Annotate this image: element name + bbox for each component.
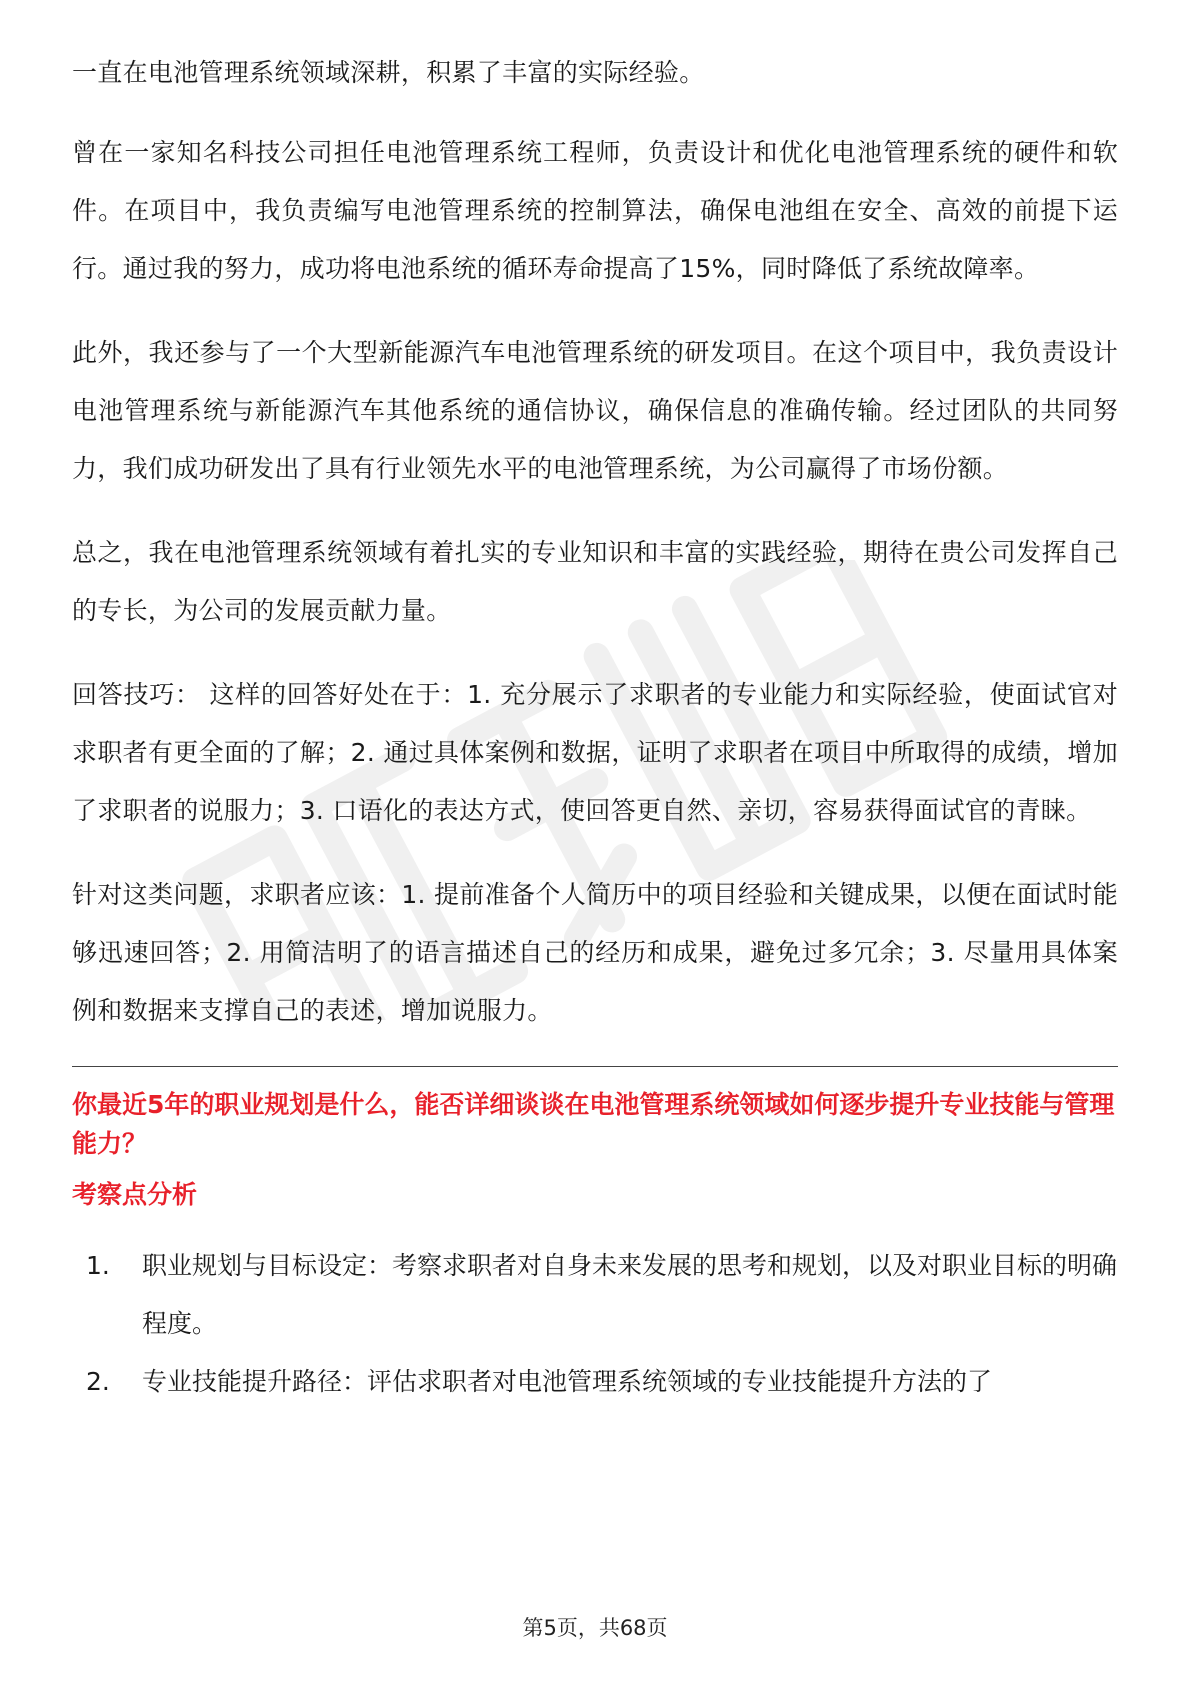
list-item-text: 专业技能提升路径：评估求职者对电池管理系统领域的专业技能提升方法的了: [142, 1367, 993, 1396]
paragraph-project: 此外，我还参与了一个大型新能源汽车电池管理系统的研发项目。在这个项目中，我负责设计电池管理系统与新能源汽车其他系统的通信协议，确保信息的准确传输。经过团队的共同努力，我们成功研发出了具有行业领先水平的电池管理系统，为公司赢得了市场份额。: [72, 338, 1118, 483]
list-item-text: 职业规划与目标设定：考察求职者对自身未来发展的思考和规划，以及对职业目标的明确程度。: [142, 1251, 1118, 1338]
analysis-list: [72, 1237, 1118, 1411]
section-divider: [72, 1066, 1118, 1067]
paragraph-intro: 一直在电池管理系统领域深耕，积累了丰富的实际经验。: [72, 58, 705, 87]
list-item-number: 2.: [86, 1367, 110, 1396]
question-heading: 你最近5年的职业规划是什么，能否详细谈谈在电池管理系统领域如何逐步提升专业技能与管理能力？: [72, 1090, 1115, 1158]
paragraph-summary: 总之，我在电池管理系统领域有着扎实的专业知识和丰富的实践经验，期待在贵公司发挥自己的专长，为公司的发展贡献力量。: [72, 538, 1118, 625]
page-content: [72, 44, 1118, 1411]
list-item-number: 1.: [86, 1251, 110, 1280]
list-item: [72, 1353, 1118, 1411]
paragraph-advice: 针对这类问题，求职者应该：1. 提前准备个人简历中的项目经验和关键成果，以便在面试时能够迅速回答；2. 用简洁明了的语言描述自己的经历和成果，避免过多冗余；3. 尽量用具体案例和数据来支撑自己的表述，增加说服力。: [72, 880, 1118, 1025]
paragraph-answer-tips: 回答技巧： 这样的回答好处在于：1. 充分展示了求职者的专业能力和实际经验，使面试官对求职者有更全面的了解；2. 通过具体案例和数据，证明了求职者在项目中所取得的成绩，增加了求职者的说服力；3. 口语化的表达方式，使回答更自然、亲切，容易获得面试官的青睐。: [72, 680, 1118, 825]
page-footer: 第5页，共68页: [522, 1616, 668, 1640]
analysis-heading: 考察点分析: [72, 1180, 198, 1209]
paragraph-experience: 曾在一家知名科技公司担任电池管理系统工程师，负责设计和优化电池管理系统的硬件和软件。在项目中，我负责编写电池管理系统的控制算法，确保电池组在安全、高效的前提下运行。通过我的努力，成功将电池系统的循环寿命提高了15%，同时降低了系统故障率。: [72, 138, 1118, 283]
list-item: [72, 1237, 1118, 1353]
